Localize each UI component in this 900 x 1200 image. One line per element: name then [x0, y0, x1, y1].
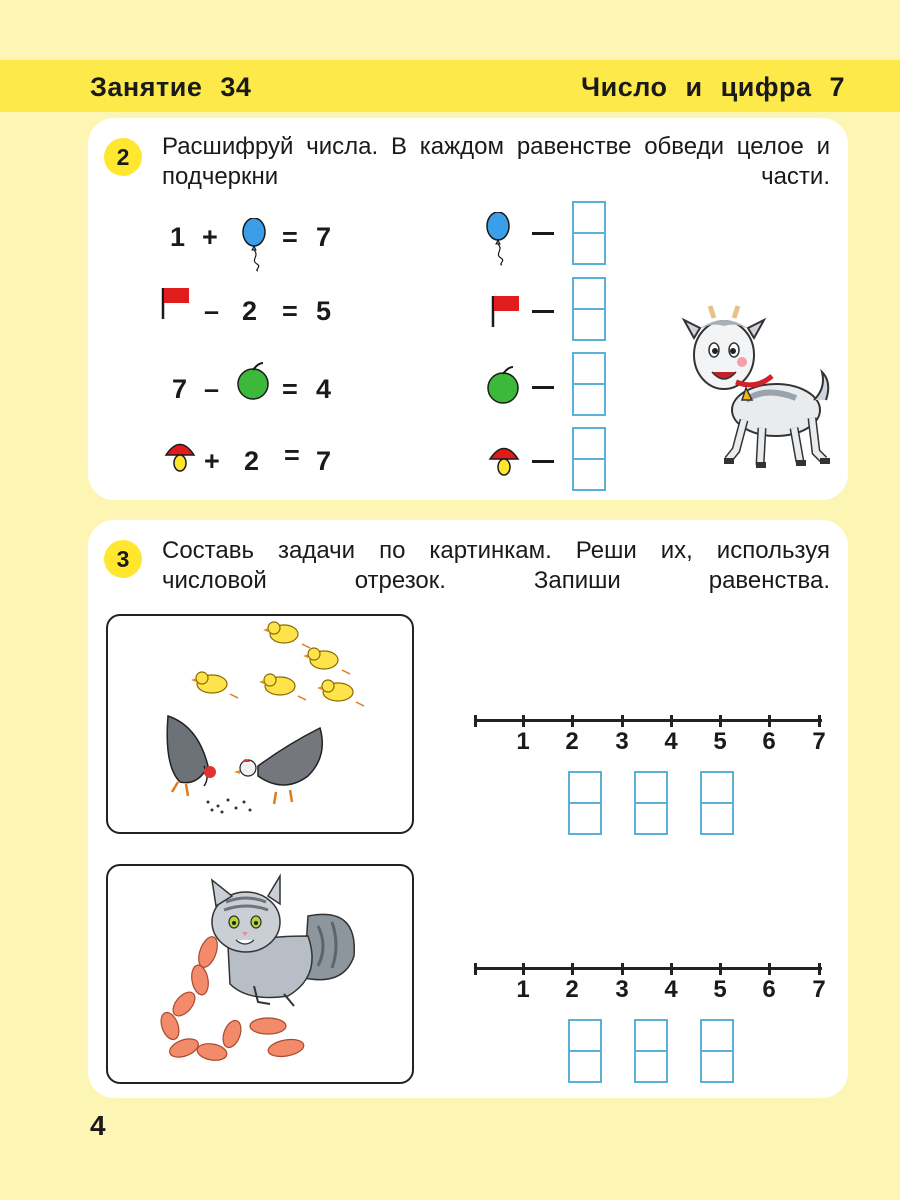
- dash-mark: [532, 232, 554, 235]
- number-line-tick: [474, 715, 477, 727]
- eq-token: –: [204, 296, 220, 326]
- answer-box[interactable]: [634, 1019, 668, 1083]
- cat-illustration: [108, 866, 412, 1082]
- mushroom-icon: [164, 438, 196, 474]
- eq-token: 7: [172, 374, 188, 404]
- flag-icon: [490, 294, 522, 328]
- apple-icon: [236, 360, 272, 402]
- answer-box[interactable]: [568, 771, 602, 835]
- eq-token: +: [204, 446, 220, 476]
- number-line-tick: [522, 963, 525, 975]
- eq-token: +: [202, 222, 218, 252]
- number-line-label: 7: [812, 728, 826, 755]
- eq-token: =: [282, 296, 298, 326]
- topic-title: Число и цифра 7: [581, 72, 845, 102]
- dash-mark: [532, 460, 554, 463]
- goat-illustration: [676, 300, 836, 480]
- task-3-badge: 3: [104, 540, 142, 578]
- eq-token: =: [282, 222, 298, 252]
- number-line-tick: [522, 715, 525, 727]
- number-line-tick: [621, 963, 624, 975]
- eq-token: 7: [316, 222, 332, 252]
- number-line-label: 1: [516, 976, 530, 1003]
- eq-token: 1: [170, 222, 186, 252]
- answer-box[interactable]: [634, 771, 668, 835]
- number-line-label: 2: [565, 728, 579, 755]
- number-line-label: 5: [713, 728, 727, 755]
- picture-cat: [106, 864, 414, 1084]
- number-line-tick: [621, 715, 624, 727]
- number-line-tick: [818, 715, 821, 727]
- eq-token: 7: [316, 446, 332, 476]
- number-line-tick: [670, 963, 673, 975]
- eq-token: =: [282, 374, 298, 404]
- dash-mark: [532, 386, 554, 389]
- answer-box[interactable]: [572, 427, 606, 491]
- number-line-tick: [719, 963, 722, 975]
- number-line-tick: [670, 715, 673, 727]
- answer-box[interactable]: [700, 771, 734, 835]
- eq-token: 4: [316, 374, 332, 404]
- eq-token: 2: [242, 296, 258, 326]
- balloon-icon: [484, 212, 514, 266]
- number-line-label: 3: [615, 728, 629, 755]
- answer-box[interactable]: [700, 1019, 734, 1083]
- number-line-tick: [768, 715, 771, 727]
- eq-token: 2: [244, 446, 260, 476]
- number-line-label: 6: [762, 728, 776, 755]
- number-line-label: 4: [664, 728, 678, 755]
- number-line-label: 7: [812, 976, 826, 1003]
- task-2-instruction: Расшифруй числа. В каждом равенстве обведи целое и подчеркни части.: [162, 133, 830, 190]
- number-line-label: 5: [713, 976, 727, 1003]
- number-line-label: 6: [762, 976, 776, 1003]
- dash-mark: [532, 310, 554, 313]
- lesson-title: Занятие 34: [90, 72, 252, 102]
- number-line-tick: [768, 963, 771, 975]
- picture-chickens: [106, 614, 414, 834]
- number-line-tick: [719, 715, 722, 727]
- number-line-label: 1: [516, 728, 530, 755]
- number-line-label: 3: [615, 976, 629, 1003]
- number-line-tick: [818, 963, 821, 975]
- task-2-badge: 2: [104, 138, 142, 176]
- eq-token: 5: [316, 296, 332, 326]
- number-line-label: 4: [664, 976, 678, 1003]
- answer-box[interactable]: [572, 352, 606, 416]
- mushroom-icon: [488, 442, 520, 478]
- number-line-label: 2: [565, 976, 579, 1003]
- number-line-tick: [474, 963, 477, 975]
- eq-token: =: [284, 440, 300, 470]
- answer-box[interactable]: [572, 277, 606, 341]
- balloon-icon: [240, 218, 270, 272]
- apple-icon: [486, 364, 522, 406]
- flag-icon: [160, 286, 192, 320]
- eq-token: –: [204, 374, 220, 404]
- number-line-tick: [571, 963, 574, 975]
- answer-box[interactable]: [568, 1019, 602, 1083]
- number-line-tick: [571, 715, 574, 727]
- task-3-instruction: Составь задачи по картинкам. Реши их, используя числовой отрезок. Запиши равенства.: [162, 537, 830, 594]
- answer-box[interactable]: [572, 201, 606, 265]
- page-number: 4: [90, 1110, 106, 1141]
- chickens-illustration: [108, 616, 412, 832]
